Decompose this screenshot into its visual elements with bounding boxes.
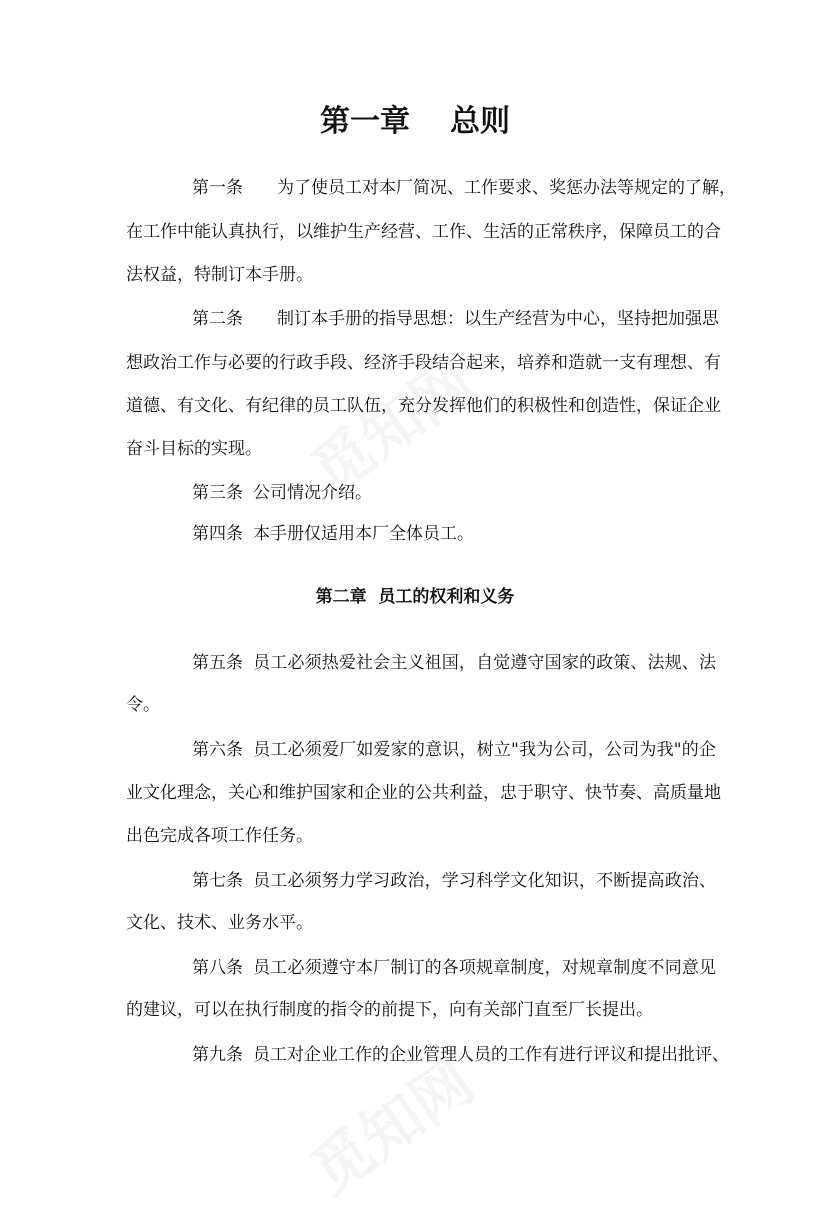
article-6-line-1: 第六条 员工必须爱厂如爱家的意识，树立"我为公司，公司为我"的企	[192, 740, 716, 760]
article-number: 第七条	[192, 871, 243, 891]
article-7-line-2: 文化、技术、业务水平。	[126, 913, 313, 933]
article-number: 第三条	[192, 483, 243, 503]
article-2-line-2: 想政治工作与必要的行政手段、经济手段结合起来，培养和造就一支有理想、有	[126, 353, 721, 373]
article-1-line-2: 在工作中能认真执行，以维护生产经营、工作、生活的正常秩序，保障员工的合	[126, 222, 721, 242]
article-number: 第二条	[192, 309, 243, 329]
article-number: 第六条	[192, 740, 243, 760]
chapter-2-title: 第二章 员工的权利和义务	[315, 587, 515, 607]
article-7-line-1: 第七条 员工必须努力学习政治，学习科学文化知识，不断提高政治、	[192, 871, 716, 891]
article-number: 第一条	[192, 178, 243, 198]
article-5-line-2: 令。	[126, 695, 160, 715]
article-number: 第五条	[192, 653, 243, 673]
article-6-line-2: 业文化理念，关心和维护国家和企业的公共利益，忠于职守、快节奏、高质量地	[126, 783, 721, 803]
article-2-line-1: 第二条 制订本手册的指导思想：以生产经营为中心，坚持把加强思	[192, 309, 719, 329]
article-1-line-3: 法权益，特制订本手册。	[126, 265, 313, 285]
article-9-line-1: 第九条 员工对企业工作的企业管理人员的工作有进行评议和提出批评、	[192, 1045, 729, 1065]
article-1-line-1: 第一条 为了使员工对本厂简况、工作要求、奖惩办法等规定的了解，	[192, 178, 736, 198]
article-number: 第八条	[192, 958, 243, 978]
article-8-line-1: 第八条 员工必须遵守本厂制订的各项规章制度，对规章制度不同意见	[192, 958, 716, 978]
article-3: 第三条 公司情况介绍。	[192, 483, 372, 503]
article-number: 第九条	[192, 1045, 243, 1065]
article-5-line-1: 第五条 员工必须热爱社会主义祖国，自觉遵守国家的政策、法规、法	[192, 653, 716, 673]
article-2-line-3: 道德、有文化、有纪律的员工队伍，充分发挥他们的积极性和创造性，保证企业	[126, 396, 721, 416]
article-4: 第四条 本手册仅适用本厂全体员工。	[192, 524, 474, 544]
chapter-1-title: 第一章 总则	[320, 104, 510, 139]
article-6-line-3: 出色完成各项工作任务。	[126, 826, 313, 846]
article-number: 第四条	[192, 524, 243, 544]
article-8-line-2: 的建议，可以在执行制度的指令的前提下，向有关部门直至厂长提出。	[126, 1000, 653, 1020]
article-2-line-4: 奋斗目标的实现。	[126, 439, 262, 459]
